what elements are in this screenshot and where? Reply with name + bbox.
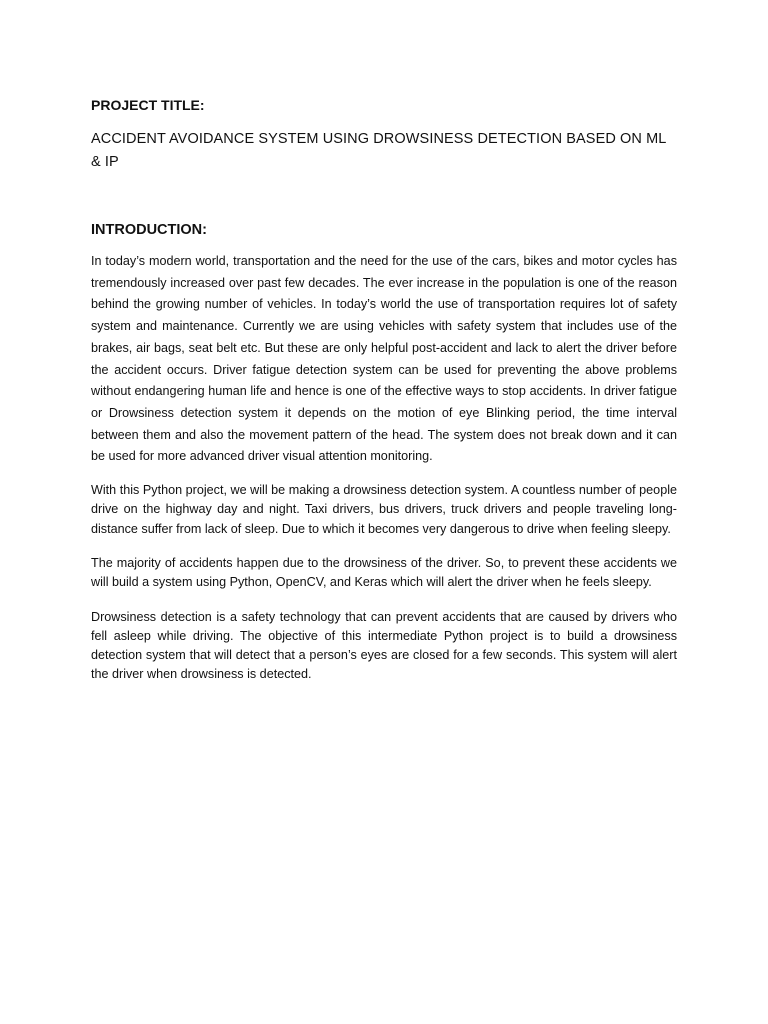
paragraph-introduction: In today’s modern world, transportation and the need for the use of the cars, bikes and motor cycles has tremendously increased over past few decades. The ever increase in the population is one of the reason behind the growing number of vehicles. In today’s world the use of transportation requires lot of safety system and maintenance. Currently we are using vehicles with safety system that includes use of the brakes, air bags, seat belt etc. But these are only helpful post-accident and lack to alert the driver before the accident occurs. Driver fatigue detection system can be used for preventing the above problems without endangering human life and hence is one of the effective ways to stop accidents. In driver fatigue or Drowsiness detection system it depends on the motion of eye Blinking period, the time interval between them and also the movement pattern of the head. The system does not break down and it can be used for more advanced driver visual attention monitoring. (91, 254, 677, 464)
document-body (91, 95, 677, 700)
project-title: ACCIDENT AVOIDANCE SYSTEM USING DROWSINESS DETECTION BASED ON ML & IP (91, 131, 666, 170)
paragraph-accidents: The majority of accidents happen due to the drowsiness of the driver. So, to prevent these accidents we will build a system using Python, OpenCV, and Keras which will alert the driver when he feels sleepy. (91, 555, 677, 590)
paragraph-drowsiness-detection: Drowsiness detection is a safety technology that can prevent accidents that are caused by drivers who fell asleep while driving. The objective of this intermediate Python project is to build a drowsiness detection system that will detect that a person’s eyes are closed for a few seconds. This system will alert the driver when drowsiness is detected. (91, 609, 677, 682)
project-title-label: PROJECT TITLE: (91, 97, 205, 113)
introduction-heading: INTRODUCTION: (91, 222, 207, 238)
paragraph-python-project: With this Python project, we will be making a drowsiness detection system. A countless number of people drive on the highway day and night. Taxi drivers, bus drivers, truck drivers and people traveling long-distance suffer from lack of sleep. Due to which it becomes very dangerous to drive when feeling sleepy. (91, 483, 677, 536)
